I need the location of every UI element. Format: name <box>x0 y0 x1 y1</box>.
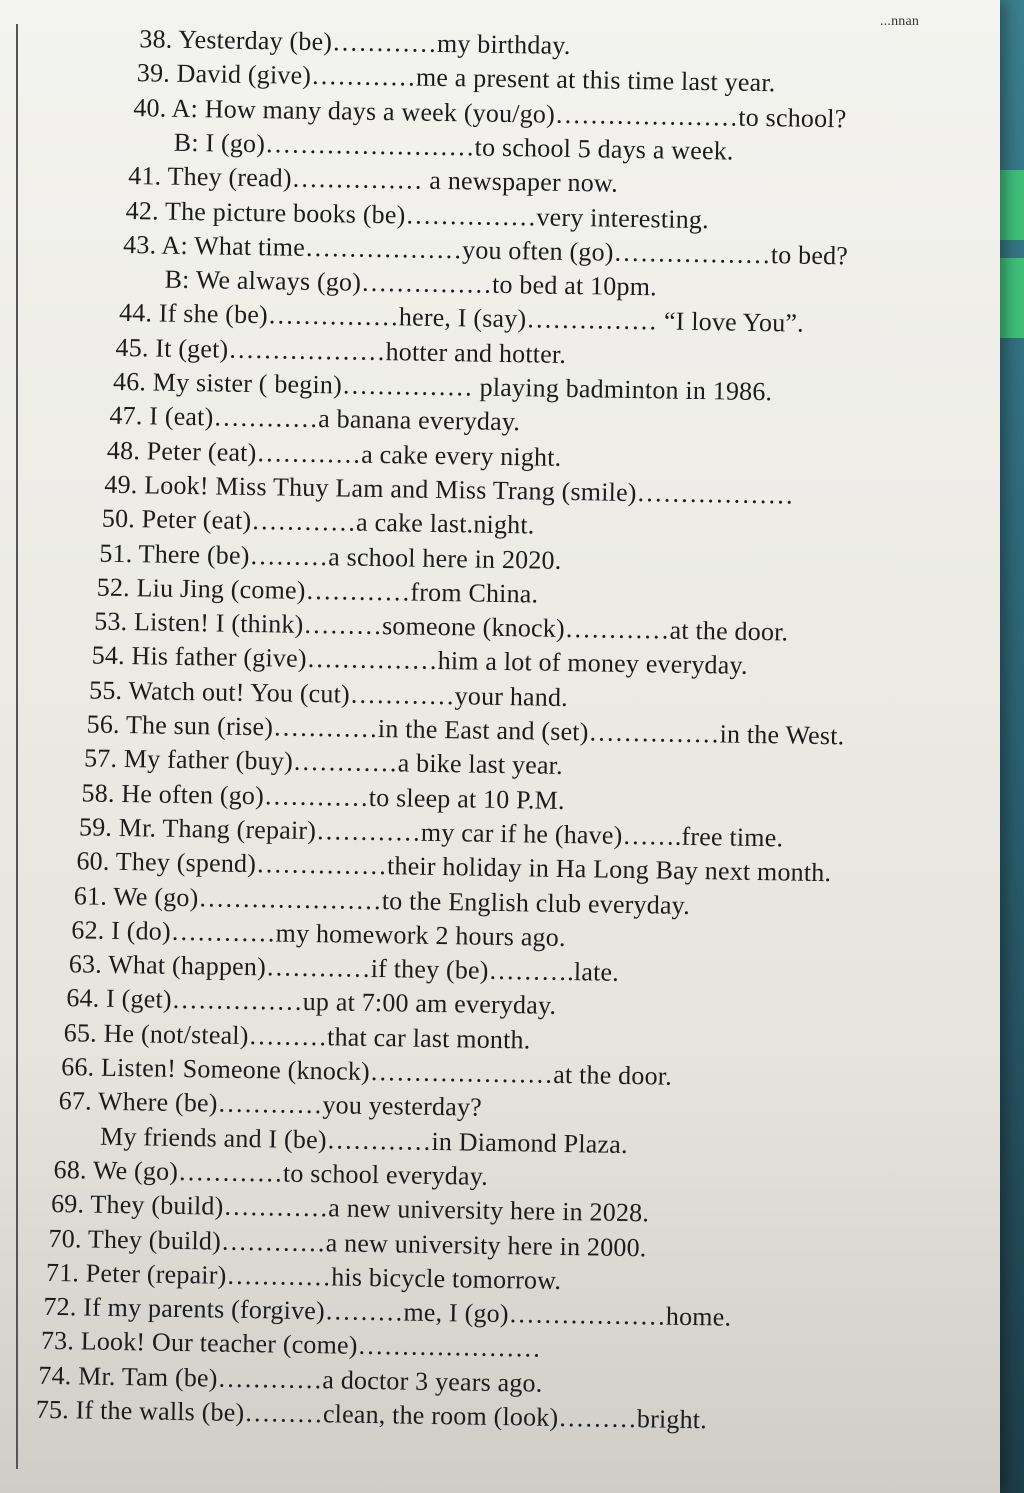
exercise-line: 58. He often (go)…………to sleep at 10 P.M. <box>81 777 565 815</box>
exercise-line: 40. A: How many days a week (you/go)…………………to school? <box>133 92 847 133</box>
exercise-line: 59. Mr. Thang (repair)…………my car if he (have)…….free time. <box>78 812 784 853</box>
exercise-line: 47. I (eat)…………a banana everyday. <box>109 401 521 437</box>
exercise-line: 48. Peter (eat)…………a cake every night. <box>106 435 562 472</box>
exercise-line: 62. I (do)…………my homework 2 hours ago. <box>71 915 566 952</box>
exercise-line: 71. Peter (repair)…………his bicycle tomorrow. <box>45 1257 562 1295</box>
exercise-line: 42. The picture books (be)……………very interesting. <box>125 195 710 234</box>
exercise-line: 68. We (go)…………to school everyday. <box>53 1154 489 1191</box>
exercise-line: 51. There (be)………a school here in 2020. <box>99 538 562 575</box>
exercise-line: 66. Listen! Someone (knock)…………………at the door. <box>61 1052 673 1091</box>
exercise-line: 55. Watch out! You (cut)…………your hand. <box>88 675 569 712</box>
exercise-line: 46. My sister ( begin)…………… playing badminton in 1986. <box>112 366 773 407</box>
exercise-line: 70. They (build)…………a new university here in 2000. <box>48 1223 647 1262</box>
exercise-line: 72. If my parents (forgive)………me, I (go)………………home. <box>43 1291 732 1332</box>
exercise-line: 69. They (build)…………a new university here in 2028. <box>50 1189 650 1228</box>
exercise-line: 39. David (give)…………me a present at this time last year. <box>136 58 776 98</box>
exercise-line: B: I (go)……………………to school 5 days a week. <box>173 127 734 166</box>
exercise-line: My friends and I (be)…………in Diamond Plaza. <box>99 1121 628 1159</box>
exercise-line: 49. Look! Miss Thuy Lam and Miss Trang (smile)……………… <box>104 469 795 510</box>
exercise-line: 50. Peter (eat)…………a cake last.night. <box>101 503 535 540</box>
exercise-line: B: We always (go)……………to bed at 10pm. <box>164 264 658 302</box>
exercise-line: 52. Liu Jing (come)…………from China. <box>96 572 539 609</box>
exercise-line: 45. It (get)………………hotter and hotter. <box>115 332 567 369</box>
exercise-line: 56. The sun (rise)…………in the East and (set)……………in the West. <box>86 709 845 751</box>
exercise-line: 41. They (read)…………… a newspaper now. <box>128 161 619 198</box>
exercise-line: 64. I (get)……………up at 7:00 am everyday. <box>66 983 557 1021</box>
exercise-line: 54. His father (give)……………him a lot of money everyday. <box>91 640 748 681</box>
exercise-line: 73. Look! Our teacher (come)………………… <box>40 1326 542 1364</box>
exercise-line: 63. What (happen)…………if they (be)……….late. <box>68 949 620 987</box>
exercise-line: 74. Mr. Tam (be)…………a doctor 3 years ago. <box>38 1360 543 1398</box>
exercise-line: 38. Yesterday (be)…………my birthday. <box>139 24 571 60</box>
header-fragment: ...nnan <box>880 14 920 29</box>
exercise-line: 44. If she (be)……………here, I (say)…………… “I love You”. <box>118 298 805 339</box>
exercise-line: 60. They (spend)……………their holiday in Ha Long Bay next month. <box>76 846 832 888</box>
exercise-line: 57. My father (buy)…………a bike last year. <box>83 743 564 781</box>
exercise-line: 67. Where (be)…………you yesterday? <box>58 1086 483 1123</box>
exercise-line: 61. We (go)…………………to the English club everyday. <box>73 880 691 920</box>
exercise-line: 65. He (not/steal)………that car last month. <box>63 1017 531 1055</box>
exercise-line: 53. Listen! I (think)………someone (knock)…………at the door. <box>94 606 789 647</box>
exercise-line: 43. A: What time………………you often (go)………………to bed? <box>122 229 849 271</box>
exercise-line: 75. If the walls (be)………clean, the room (look)………bright. <box>35 1394 708 1435</box>
